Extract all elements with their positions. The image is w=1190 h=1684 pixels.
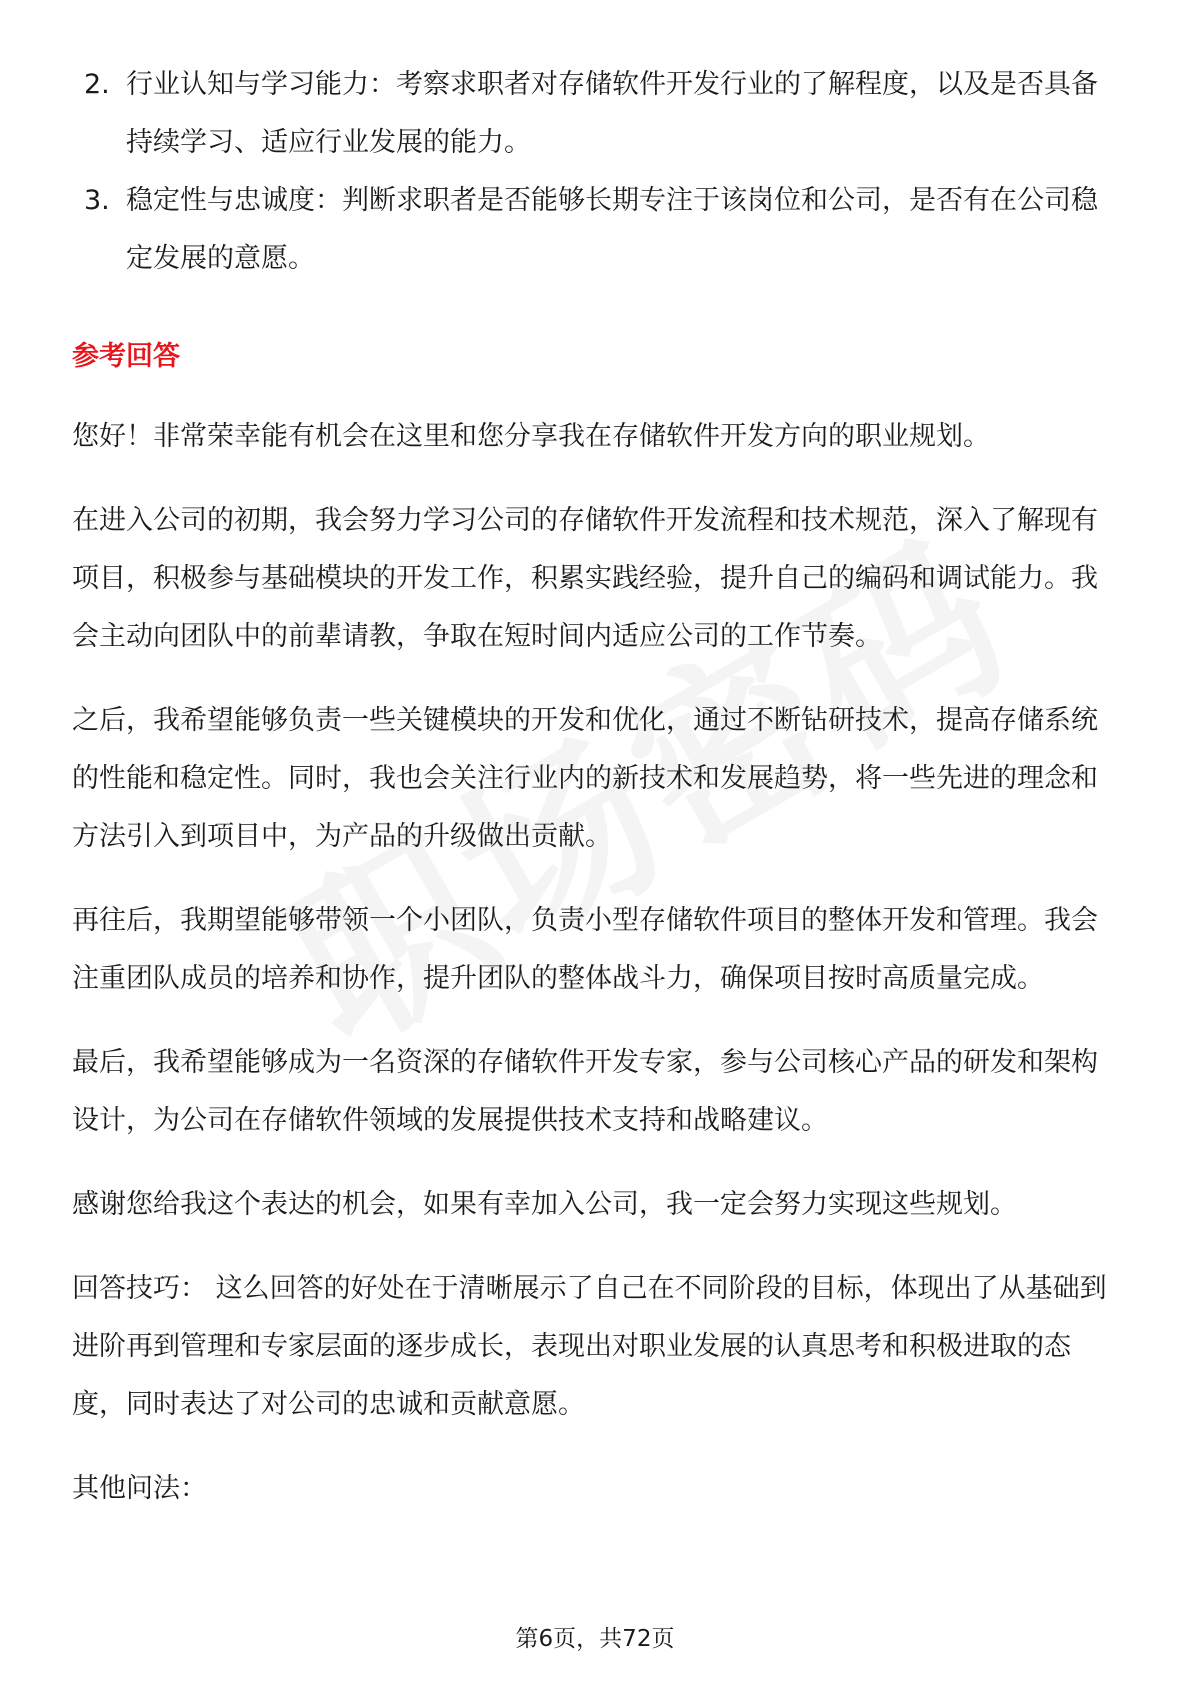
list-item-text: 行业认知与学习能力：考察求职者对存储软件开发行业的了解程度，以及是否具备持续学习、适应行业发展的能力。 — [126, 69, 1098, 158]
list-item — [72, 172, 1122, 288]
list-item-number: 2. — [84, 69, 110, 100]
paragraph-early-stage: 在进入公司的初期，我会努力学习公司的存储软件开发流程和技术规范，深入了解现有项目，积极参与基础模块的开发工作，积累实践经验，提升自己的编码和调试能力。我会主动向团队中的前辈请教，争取在短时间内适应公司的工作节奏。 — [72, 505, 1098, 652]
paragraph-expert-stage: 最后，我希望能够成为一名资深的存储软件开发专家，参与公司核心产品的研发和架构设计，为公司在存储软件领域的发展提供技术支持和战略建议。 — [72, 1047, 1098, 1136]
paragraph-team-lead-stage: 再往后，我期望能够带领一个小团队，负责小型存储软件项目的整体开发和管理。我会注重团队成员的培养和协作，提升团队的整体战斗力，确保项目按时高质量完成。 — [72, 905, 1098, 994]
page-footer: 第6页，共72页 — [515, 1626, 675, 1652]
paragraph-answer-tips: 回答技巧： 这么回答的好处在于清晰展示了自己在不同阶段的目标，体现出了从基础到进阶再到管理和专家层面的逐步成长，表现出对职业发展的认真思考和积极进取的态度，同时表达了对公司的忠诚和贡献意愿。 — [72, 1273, 1107, 1420]
page-content — [72, 56, 1122, 1518]
paragraph-mid-stage: 之后，我希望能够负责一些关键模块的开发和优化，通过不断钻研技术，提高存储系统的性能和稳定性。同时，我也会关注行业内的新技术和发展趋势，将一些先进的理念和方法引入到项目中，为产品的升级做出贡献。 — [72, 705, 1098, 852]
list-item-number: 3. — [84, 185, 110, 216]
paragraph-thanks: 感谢您给我这个表达的机会，如果有幸加入公司，我一定会努力实现这些规划。 — [72, 1189, 1017, 1220]
paragraph-greeting: 您好！非常荣幸能有机会在这里和您分享我在存储软件开发方向的职业规划。 — [72, 421, 990, 452]
paragraph-other-questions: 其他问法： — [72, 1473, 207, 1504]
section-heading: 参考回答 — [72, 341, 180, 372]
list-item — [72, 56, 1122, 172]
list-item-text: 稳定性与忠诚度：判断求职者是否能够长期专注于该岗位和公司，是否有在公司稳定发展的意愿。 — [126, 185, 1098, 274]
